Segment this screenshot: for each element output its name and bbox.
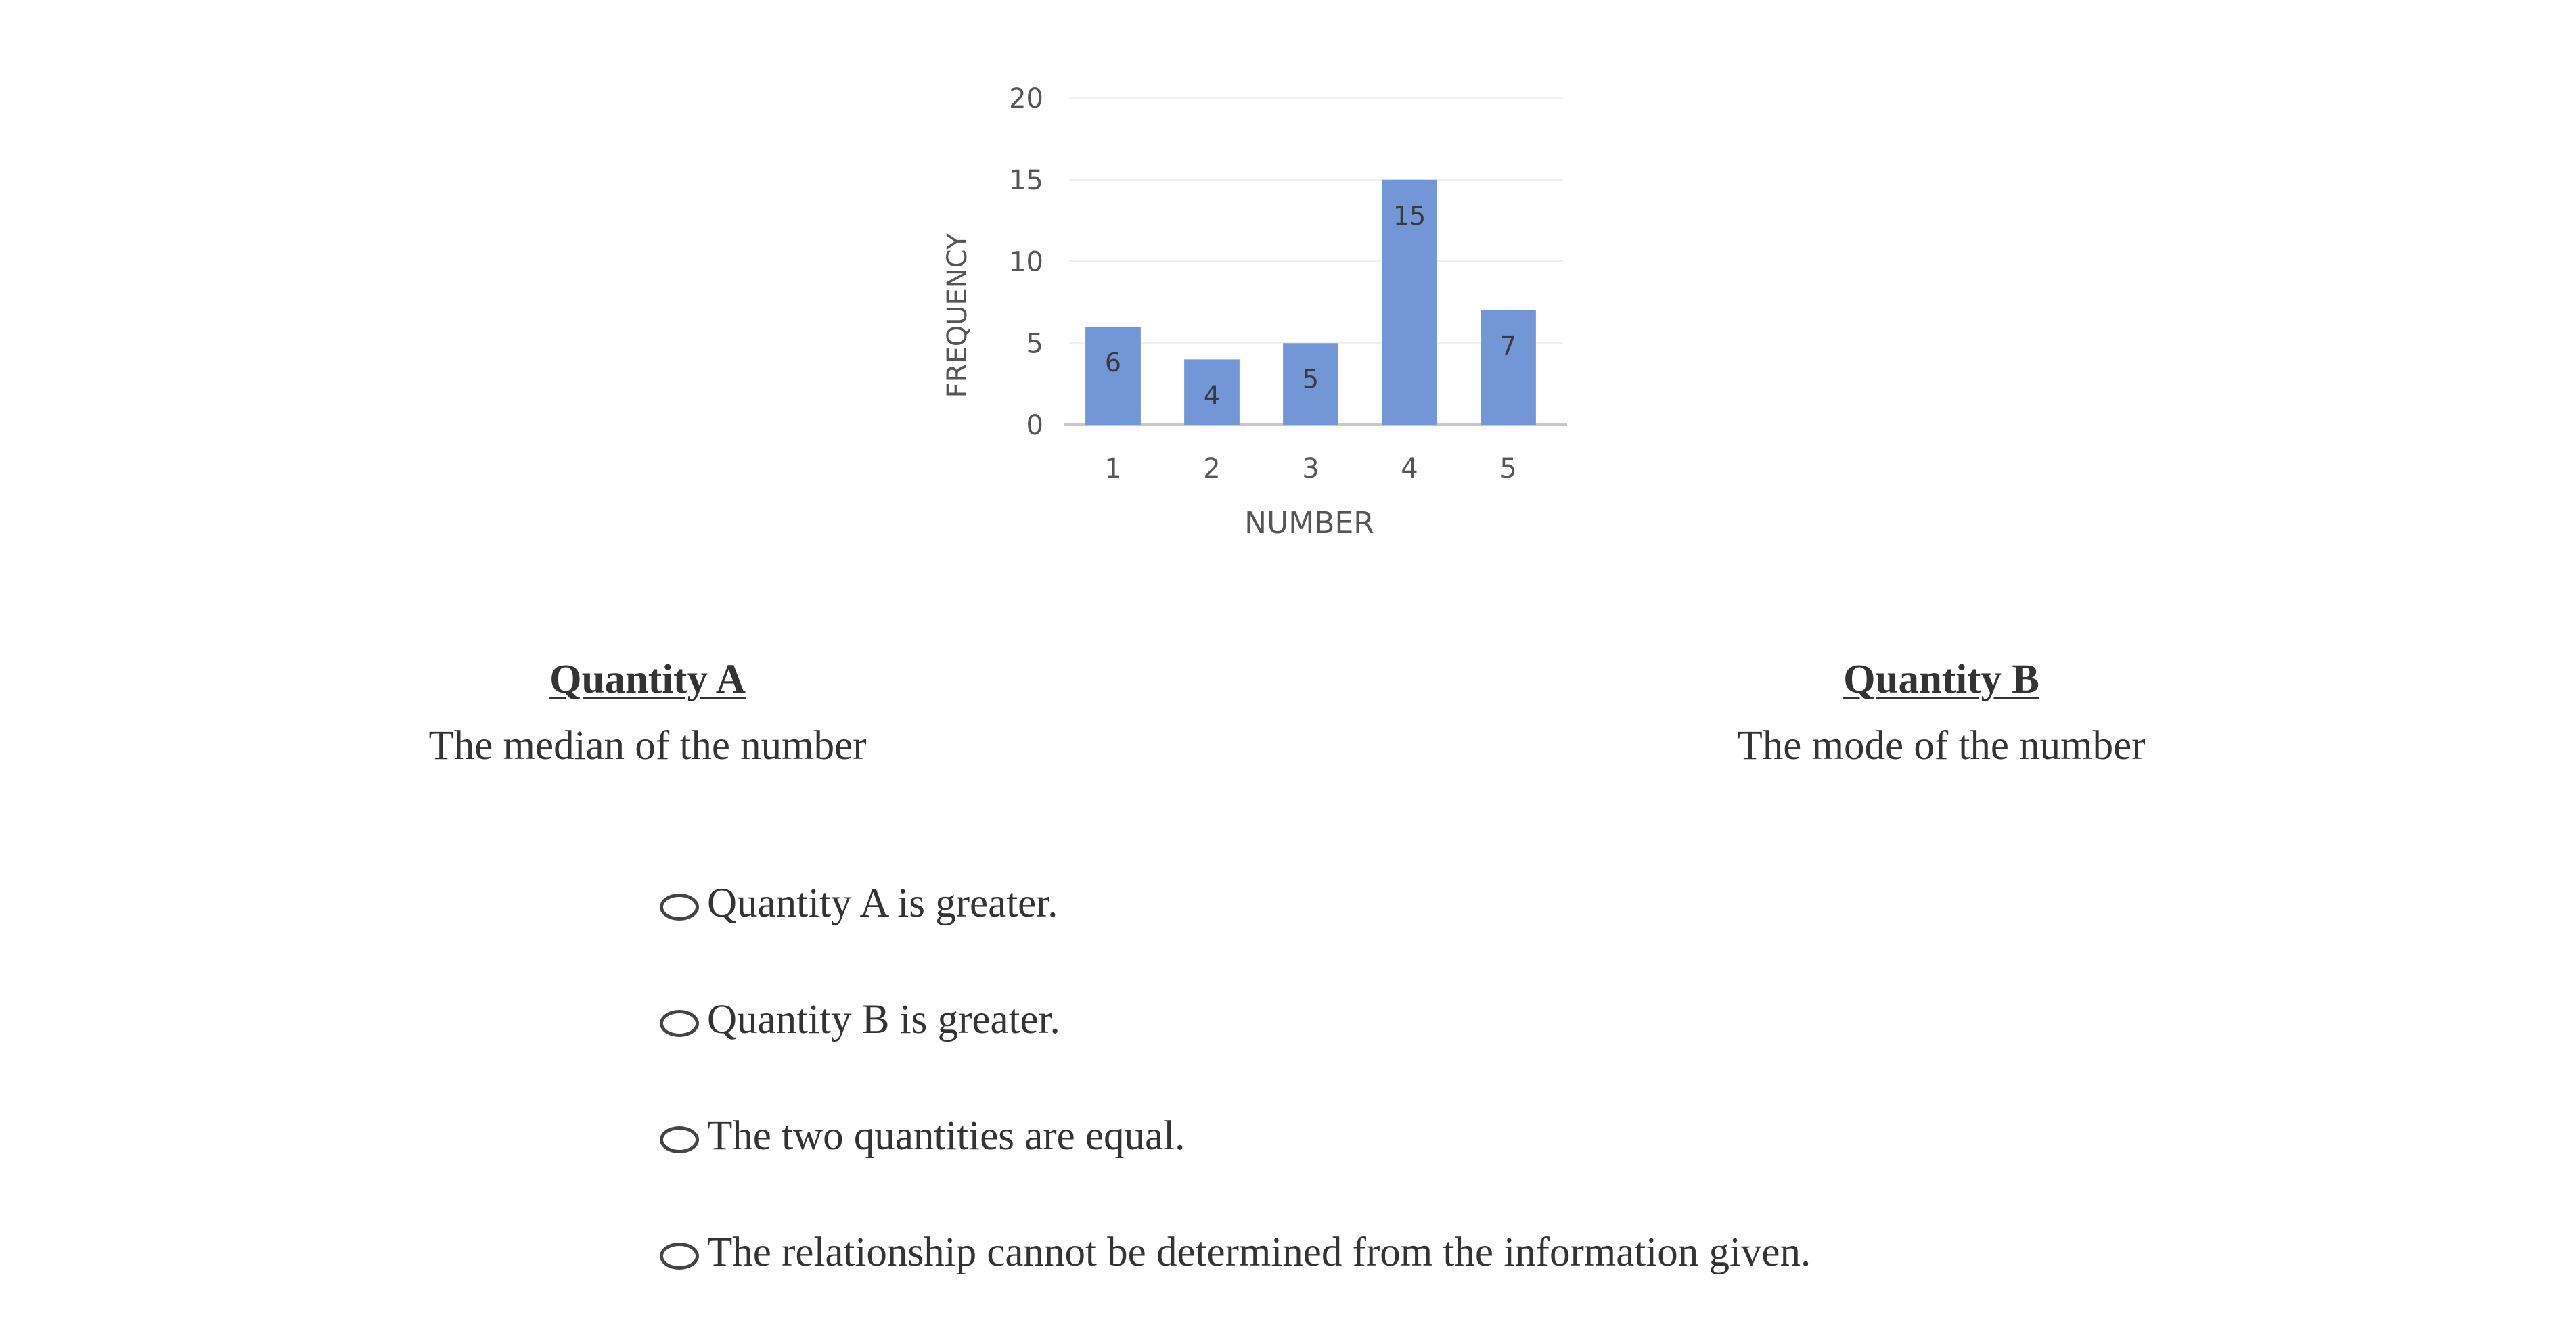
x-tick-label: 4 [1401,453,1418,484]
x-tick-label: 1 [1104,453,1122,484]
bar-value-label: 4 [1203,380,1221,411]
y-tick-label: 15 [1009,164,1043,196]
y-tick-label: 5 [1026,328,1043,360]
answer-choice-b-greater[interactable] [660,962,1811,1078]
bar [1481,310,1536,425]
answer-choice-equal[interactable] [660,1078,1811,1195]
y-tick-label: 20 [1009,83,1043,114]
x-tick-label: 3 [1302,453,1319,484]
bar-value-label: 5 [1302,364,1319,394]
y-axis-title: FREQUENCY [942,233,973,398]
x-tick-label: 5 [1499,453,1517,484]
bar-value-label: 15 [1393,200,1426,231]
answer-choice-cannot-determine[interactable] [660,1195,1811,1311]
answer-label: Quantity B is greater. [707,997,1060,1042]
quantity-a-heading: Quantity A [549,657,746,702]
answer-choice-a-greater[interactable] [660,845,1811,962]
quantity-a-description: The median of the number [428,723,867,768]
answer-label: The two quantities are equal. [707,1113,1185,1159]
answer-choices [660,845,1811,1311]
radio-button-icon[interactable] [660,1126,699,1153]
answer-label: The relationship cannot be determined from the information given. [707,1230,1811,1275]
quantity-b-description: The mode of the number [1737,723,2146,768]
y-tick-label: 10 [1009,246,1043,278]
radio-button-icon[interactable] [660,1243,699,1270]
quantity-b-heading: Quantity B [1843,657,2039,702]
y-tick-label: 0 [1026,410,1043,441]
frequency-bar-chart [934,54,1583,555]
x-axis-title: NUMBER [1244,506,1374,540]
radio-button-icon[interactable] [660,1010,699,1037]
bar-value-label: 7 [1499,331,1517,361]
bar-value-label: 6 [1104,348,1122,378]
x-tick-label: 2 [1203,453,1221,484]
radio-button-icon[interactable] [660,894,699,921]
answer-label: Quantity A is greater. [707,881,1058,926]
